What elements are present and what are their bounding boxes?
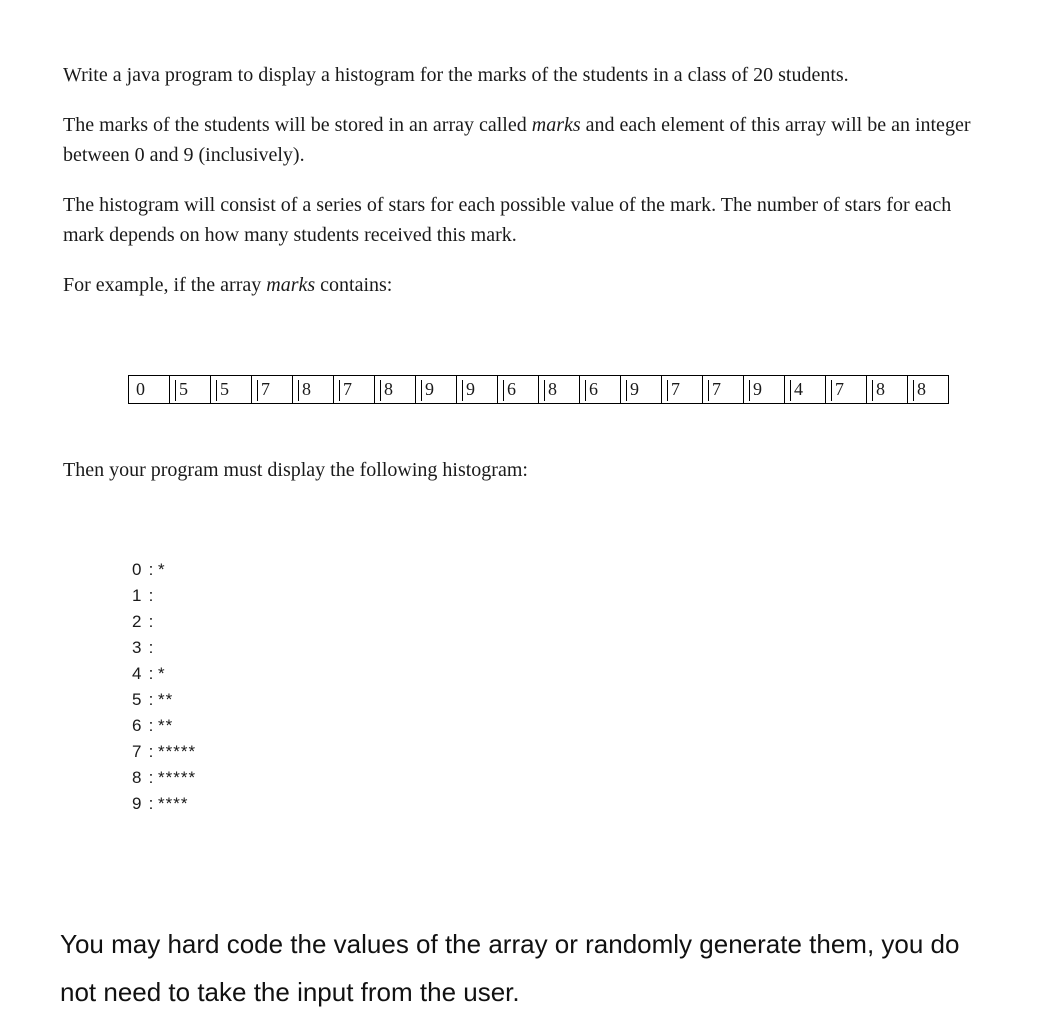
histogram-intro-paragraph: Then your program must display the following histogram:	[63, 459, 528, 481]
histogram-row	[132, 791, 196, 817]
marks-array-cell: 8	[908, 376, 949, 403]
histogram-mark-label: 5	[132, 690, 142, 709]
marks-array-cell: 6	[580, 376, 621, 403]
histogram-mark-label: 2	[132, 612, 142, 631]
marks-array-cell: 4	[785, 376, 826, 403]
histogram-mark-label: 4	[132, 664, 142, 683]
marks-array-cell: 5	[211, 376, 252, 403]
marks-array-cell: 8	[375, 376, 416, 403]
histogram-stars: *	[158, 664, 166, 683]
marks-array-cell: 7	[334, 376, 375, 403]
histogram-row	[132, 713, 196, 739]
marks-variable-name-example: marks	[266, 274, 316, 296]
histogram-stars: *****	[158, 768, 197, 787]
histogram-stars: *	[158, 560, 166, 579]
marks-array-cell: 8	[867, 376, 908, 403]
histogram-stars: *****	[158, 742, 197, 761]
marks-array-cell: 9	[457, 376, 498, 403]
histogram-stars: **	[158, 716, 174, 735]
histogram-output	[132, 557, 196, 817]
histogram-mark-label: 0	[132, 560, 142, 579]
marks-array-cell: 9	[416, 376, 457, 403]
histogram-row	[132, 557, 196, 583]
histogram-row	[132, 765, 196, 791]
marks-array-table	[128, 375, 949, 404]
histogram-separator: :	[148, 664, 154, 683]
histogram-separator: :	[148, 560, 154, 579]
histogram-mark-label: 1	[132, 586, 142, 605]
example-intro-text-end: contains:	[315, 274, 393, 296]
histogram-row	[132, 687, 196, 713]
histogram-separator: :	[148, 742, 154, 761]
histogram-separator: :	[148, 794, 154, 813]
histogram-description-paragraph: The histogram will consist of a series of stars for each possible value of the mark. The number of stars for each mark depends on how many students received this mark.	[63, 194, 952, 246]
histogram-separator: :	[148, 716, 154, 735]
footer-note: You may hard code the values of the array or randomly generate them, you do not need to take the input from the user.	[60, 929, 960, 1007]
intro-paragraph: Write a java program to display a histogram for the marks of the students in a class of 20 students.	[63, 64, 849, 86]
histogram-stars: ****	[158, 794, 189, 813]
array-description-text: The marks of the students will be stored in an array called	[63, 114, 532, 136]
histogram-mark-label: 8	[132, 768, 142, 787]
marks-array-cell: 6	[498, 376, 539, 403]
histogram-separator: :	[148, 690, 154, 709]
histogram-separator: :	[148, 586, 154, 605]
marks-array-cell: 8	[539, 376, 580, 403]
marks-variable-name: marks	[531, 114, 581, 136]
histogram-row	[132, 609, 196, 635]
marks-array-cell: 8	[293, 376, 334, 403]
histogram-mark-label: 6	[132, 716, 142, 735]
marks-array-cell: 7	[662, 376, 703, 403]
marks-array-cell: 5	[170, 376, 211, 403]
marks-array-cell: 7	[703, 376, 744, 403]
example-intro-text: For example, if the array	[63, 274, 267, 296]
example-intro-paragraph	[63, 270, 983, 300]
marks-array-cell: 9	[621, 376, 662, 403]
histogram-mark-label: 3	[132, 638, 142, 657]
marks-array-cell: 0	[129, 376, 170, 403]
marks-array-cell: 7	[252, 376, 293, 403]
marks-array-cell: 7	[826, 376, 867, 403]
marks-array-cell: 9	[744, 376, 785, 403]
histogram-separator: :	[148, 638, 154, 657]
histogram-separator: :	[148, 612, 154, 631]
histogram-row	[132, 583, 196, 609]
histogram-mark-label: 7	[132, 742, 142, 761]
array-description-text-end: and each element of this array will be an integer between 0 and 9 (inclusively).	[63, 114, 971, 166]
histogram-mark-label: 9	[132, 794, 142, 813]
histogram-row	[132, 661, 196, 687]
histogram-row	[132, 635, 196, 661]
histogram-row	[132, 739, 196, 765]
histogram-stars: **	[158, 690, 174, 709]
histogram-separator: :	[148, 768, 154, 787]
array-description-paragraph	[63, 110, 983, 170]
